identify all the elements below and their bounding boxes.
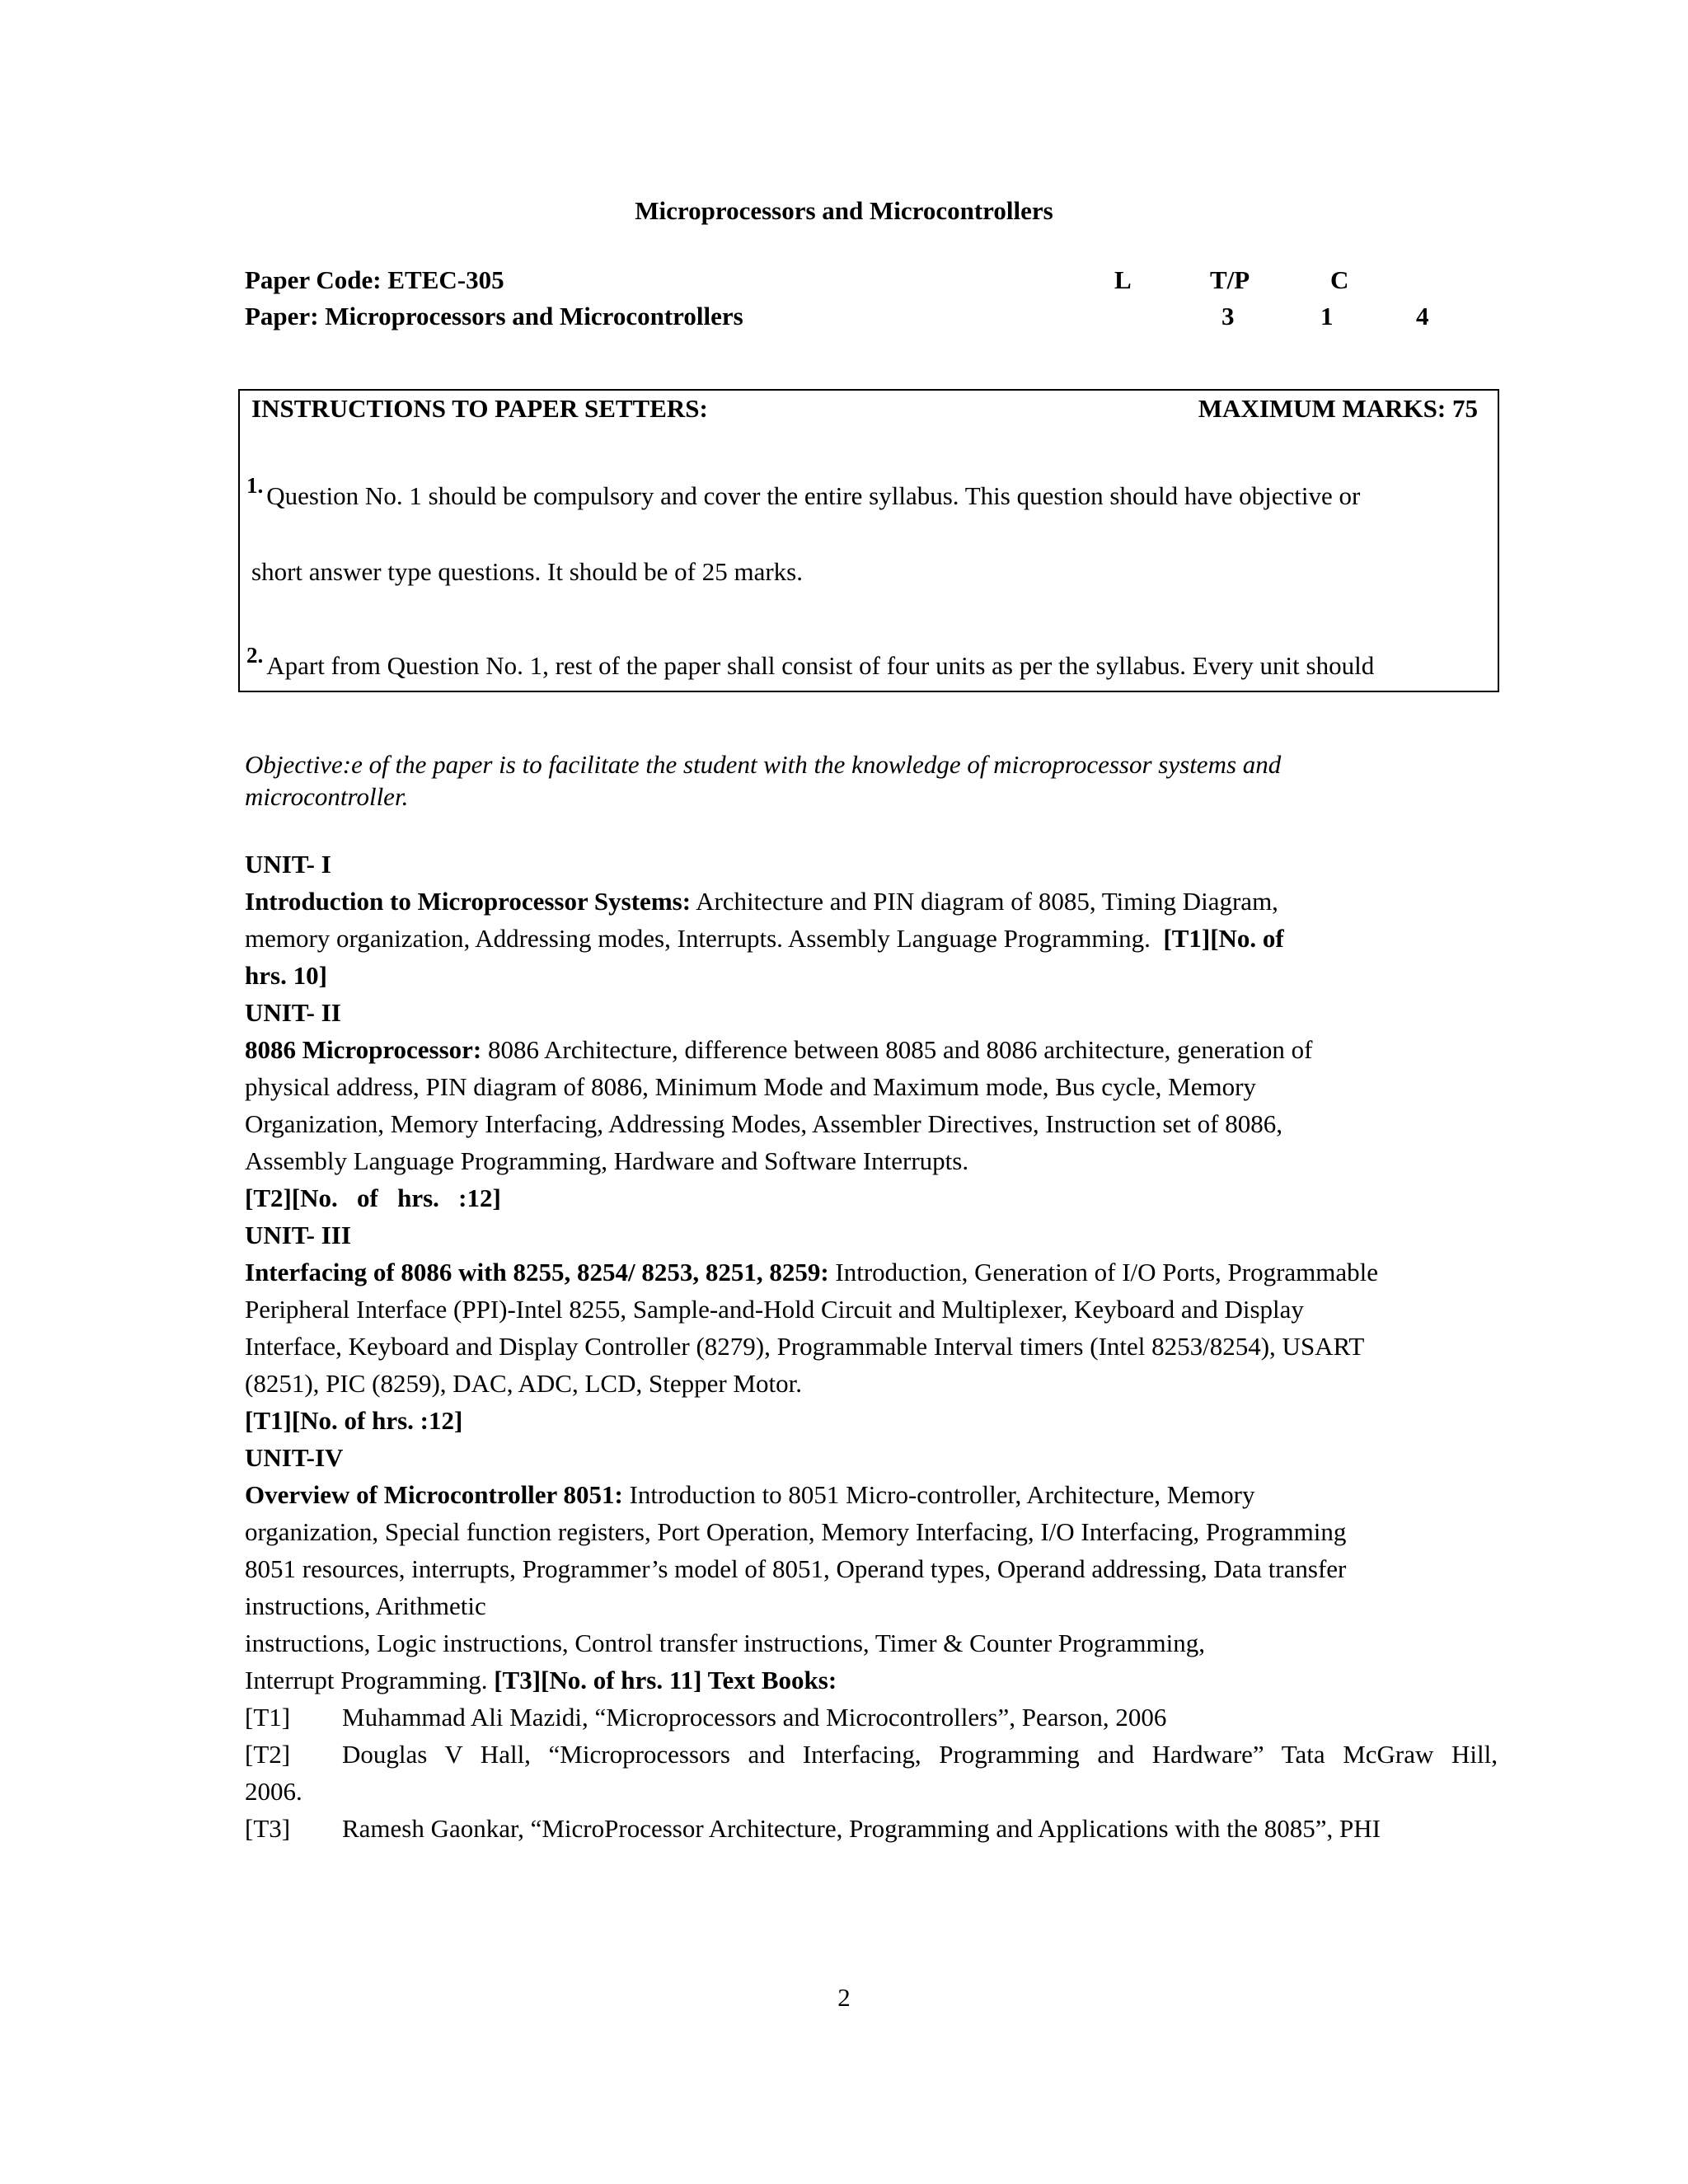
paper-code: Paper Code: ETEC-305 [245, 265, 504, 294]
credits-value-tp: 1 [1320, 302, 1334, 330]
unit-content [245, 1476, 1498, 1513]
unit-title: Introduction to Microprocessor Systems: [245, 887, 692, 916]
unit-heading: UNIT-IV [245, 1443, 344, 1472]
unit-reference: [T3][No. of hrs. 11] Text Books: [494, 1666, 837, 1694]
instruction-text: Apart from Question No. 1, rest of the paper shall consist of four units as per the syllabus. Every unit should [266, 651, 1375, 680]
syllabus-units [245, 846, 1498, 1847]
objective [245, 748, 1498, 813]
unit-heading: UNIT- III [245, 1221, 351, 1249]
unit-heading: UNIT- I [245, 850, 331, 879]
unit-reference: [T1][No. of [1163, 924, 1284, 953]
unit-reference: [T1][No. of hrs. :12] [245, 1406, 463, 1435]
instructions-box [238, 389, 1499, 692]
instruction-item [246, 643, 1375, 681]
credits-value-c: 4 [1416, 302, 1429, 330]
credits-header-c: C [1330, 265, 1349, 294]
text-book-item [245, 1810, 1498, 1847]
unit-content [245, 1254, 1498, 1291]
unit-text: memory organization, Addressing modes, Interrupts. Assembly Language Programming. [245, 924, 1151, 953]
unit-text: Architecture and PIN diagram of 8085, Timing Diagram, [691, 887, 1278, 916]
text-book-tag: [T3] [245, 1814, 291, 1843]
page-title: Microprocessors and Microcontrollers [635, 196, 1053, 225]
page-number: 2 [837, 1983, 851, 2012]
unit-content [245, 1031, 1498, 1068]
unit-text: Introduction, Generation of I/O Ports, Programmable [828, 1258, 1379, 1286]
unit-reference: [T2][No. of hrs. :12] [245, 1183, 501, 1212]
unit-text: (8251), PIC (8259), DAC, ADC, LCD, Stepper Motor. [245, 1369, 802, 1398]
instruction-number: 1. [246, 473, 264, 498]
unit-text: instructions, Arithmetic [245, 1591, 486, 1620]
text-book-tag: [T1] [245, 1703, 291, 1732]
unit-text: Interrupt Programming. [245, 1666, 495, 1694]
unit-title: Interfacing of 8086 with 8255, 8254/ 8253, 8251, 8259: [245, 1258, 829, 1286]
unit-reference: hrs. 10] [245, 961, 327, 990]
text-book-citation: Muhammad Ali Mazidi, “Microprocessors and Microcontrollers”, Pearson, 2006 [342, 1703, 1167, 1732]
text-book-tag: [T2] [245, 1740, 291, 1769]
text-book-citation: Douglas V Hall, “Microprocessors and Interfacing, Programming and Hardware” Tata McGraw Hill, [342, 1740, 1498, 1769]
instruction-number: 2. [246, 643, 264, 668]
credits-value-l: 3 [1221, 302, 1235, 330]
unit-text: Peripheral Interface (PPI)-Intel 8255, Sample-and-Hold Circuit and Multiplexer, Keyboard and Display [245, 1295, 1304, 1324]
paper-name: Paper: Microprocessors and Microcontrollers [245, 302, 743, 330]
text-book-item [245, 1699, 1498, 1736]
instruction-text-continued: short answer type questions. It should be of 25 marks. [251, 557, 803, 586]
unit-text: physical address, PIN diagram of 8086, Minimum Mode and Maximum mode, Bus cycle, Memory [245, 1072, 1256, 1101]
unit-text: Interface, Keyboard and Display Controller (8279), Programmable Interval timers (Intel 8253/8254), USART [245, 1332, 1365, 1361]
instructions-heading: INSTRUCTIONS TO PAPER SETTERS: [251, 394, 708, 423]
unit-text: 8086 Architecture, difference between 8085 and 8086 architecture, generation of [481, 1035, 1313, 1064]
unit-text: organization, Special function registers, Port Operation, Memory Interfacing, I/O Interfacing, Programming [245, 1517, 1347, 1546]
unit-text: Assembly Language Programming, Hardware and Software Interrupts. [245, 1146, 969, 1175]
credits-header-tp: T/P [1210, 265, 1250, 294]
max-marks: MAXIMUM MARKS: 75 [1198, 394, 1478, 423]
objective-line: Objective:e of the paper is to facilitate the student with the knowledge of microprocessor systems and [245, 750, 1282, 779]
unit-title: 8086 Microprocessor: [245, 1035, 482, 1064]
unit-title: Overview of Microcontroller 8051: [245, 1480, 623, 1509]
unit-text: Organization, Memory Interfacing, Addressing Modes, Assembler Directives, Instruction set of 8086, [245, 1109, 1282, 1138]
unit-text: 8051 resources, interrupts, Programmer’s model of 8051, Operand types, Operand addressing, Data transfer [245, 1554, 1347, 1583]
text-book-citation-continued: 2006. [245, 1777, 302, 1806]
unit-content [245, 1661, 1498, 1699]
credits-header-l: L [1114, 265, 1132, 294]
instruction-item [246, 473, 1361, 511]
instruction-text: Question No. 1 should be compulsory and cover the entire syllabus. This question should have objective or [266, 481, 1361, 510]
text-book-item [245, 1736, 1498, 1773]
text-book-citation: Ramesh Gaonkar, “MicroProcessor Architecture, Programming and Applications with the 8085”, PHI [342, 1814, 1381, 1843]
unit-text: instructions, Logic instructions, Control transfer instructions, Timer & Counter Programming, [245, 1629, 1205, 1657]
unit-heading: UNIT- II [245, 998, 341, 1027]
objective-line: microcontroller. [245, 782, 409, 811]
unit-content [245, 920, 1498, 957]
unit-text: Introduction to 8051 Micro-controller, Architecture, Memory [622, 1480, 1255, 1509]
unit-content [245, 883, 1498, 920]
